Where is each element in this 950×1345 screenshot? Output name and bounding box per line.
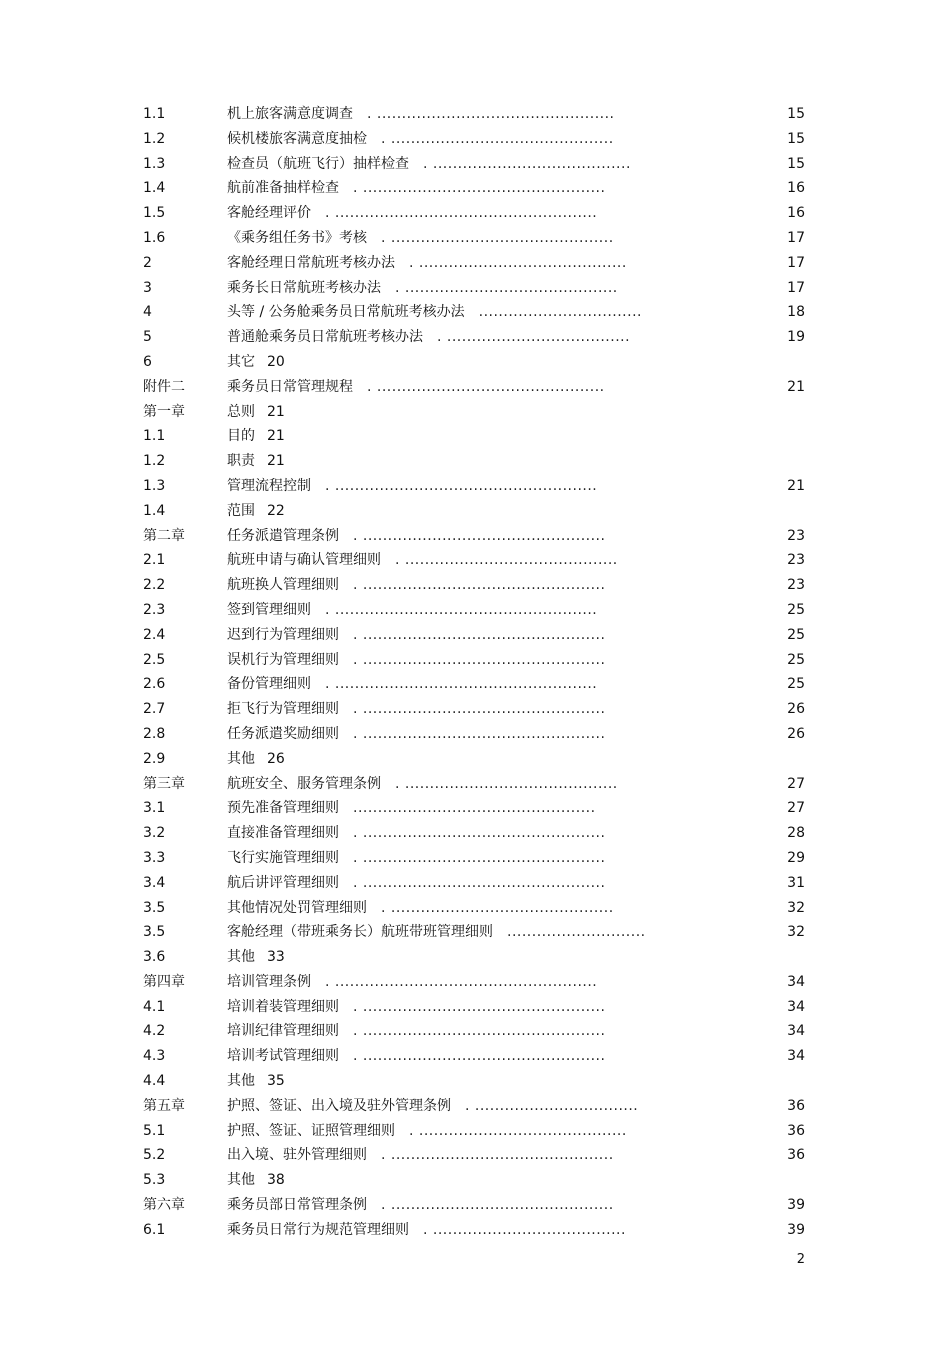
toc-leader-dots: . ..................................................... [325, 676, 598, 693]
toc-entry-title [227, 1218, 626, 1243]
toc-entry-number: 5.3 [143, 1172, 166, 1189]
toc-entry-title [227, 623, 605, 648]
toc-leader-dots: . ................................................. [353, 180, 606, 197]
toc-entry-title-text: 范围 [227, 502, 255, 519]
toc-leader-dots: . ................................................. [353, 725, 606, 742]
toc-entry[interactable] [0, 251, 950, 276]
toc-entry-title-text: 签到管理细则 [227, 601, 311, 618]
toc-entry-title [227, 995, 605, 1020]
toc-entry-page: 17 [787, 279, 805, 296]
toc-entry-title-text: 客舱经理日常航班考核办法 [227, 254, 395, 271]
toc-entry-page: 39 [787, 1221, 805, 1238]
toc-entry-title [227, 846, 605, 871]
toc-entry-title [227, 375, 605, 400]
toc-entry-number: 1.3 [143, 477, 166, 494]
toc-entry-title [227, 102, 615, 127]
toc-entry-number: 3.2 [143, 825, 166, 842]
toc-leader-dots: . ..................................................... [325, 477, 598, 494]
toc-entry[interactable] [0, 623, 950, 648]
toc-entry-page: 17 [787, 229, 805, 246]
toc-entry[interactable] [0, 896, 950, 921]
toc-entry-title [227, 1069, 285, 1094]
toc-entry-number: 第六章 [143, 1197, 185, 1214]
toc-entry-number: 2.7 [143, 701, 166, 718]
toc-entry-title [227, 598, 597, 623]
table-of-contents [0, 102, 950, 1243]
toc-entry[interactable] [0, 945, 950, 970]
toc-entry-title-text: 候机楼旅客满意度抽检 [227, 130, 367, 147]
toc-entry-page: 20 [267, 353, 285, 370]
toc-entry-page: 15 [787, 130, 805, 147]
toc-leader-dots: ............................ [507, 924, 646, 941]
toc-entry-number: 2.5 [143, 651, 166, 668]
toc-entry[interactable] [0, 995, 950, 1020]
toc-entry-title-text: 普通舱乘务员日常航班考核办法 [227, 329, 423, 346]
toc-entry-number: 3.4 [143, 874, 166, 891]
toc-entry-title-text: 培训着装管理细则 [227, 998, 339, 1015]
toc-entry[interactable] [0, 499, 950, 524]
toc-entry[interactable] [0, 1143, 950, 1168]
toc-entry-page: 23 [787, 527, 805, 544]
toc-entry[interactable] [0, 1069, 950, 1094]
toc-entry[interactable] [0, 350, 950, 375]
toc-entry-number: 1.1 [143, 428, 166, 445]
toc-leader-dots: . ................................................. [353, 626, 606, 643]
toc-leader-dots: . ................................................. [353, 527, 606, 544]
toc-entry-title [227, 300, 642, 325]
toc-entry[interactable] [0, 226, 950, 251]
toc-entry-title-text: 其他 [227, 1073, 255, 1090]
toc-entry[interactable] [0, 648, 950, 673]
toc-entry-title [227, 672, 597, 697]
toc-entry-title [227, 400, 285, 425]
toc-entry-title-text: 职责 [227, 453, 255, 470]
toc-entry-title [227, 697, 605, 722]
toc-entry[interactable] [0, 1218, 950, 1243]
toc-leader-dots: . ........................................... [395, 279, 618, 296]
toc-entry-title [227, 548, 618, 573]
toc-entry-title-text: 乘务长日常航班考核办法 [227, 279, 381, 296]
toc-entry-title [227, 424, 285, 449]
toc-entry-title-text: 直接准备管理细则 [227, 825, 339, 842]
toc-leader-dots: . ..................................................... [325, 601, 598, 618]
toc-leader-dots: . ................................................. [353, 998, 606, 1015]
toc-entry-page: 33 [267, 949, 285, 966]
toc-entry[interactable] [0, 747, 950, 772]
toc-entry-number: 1.1 [143, 106, 166, 122]
toc-entry-page: 25 [787, 651, 805, 668]
toc-entry[interactable] [0, 424, 950, 449]
toc-entry-title-text: 培训管理条例 [227, 973, 311, 990]
toc-entry[interactable] [0, 722, 950, 747]
toc-entry-page: 23 [787, 552, 805, 569]
toc-entry-title [227, 821, 605, 846]
toc-entry-title [227, 945, 285, 970]
toc-entry-number: 1.4 [143, 180, 166, 197]
toc-entry-title-text: 航后讲评管理细则 [227, 874, 339, 891]
toc-leader-dots: . ............................................. [381, 1147, 614, 1164]
toc-entry-title [227, 772, 618, 797]
toc-entry-page: 21 [267, 453, 285, 470]
toc-entry-title-text: 乘务员部日常管理条例 [227, 1197, 367, 1214]
toc-entry-title-text: 总则 [227, 403, 255, 420]
toc-entry[interactable] [0, 524, 950, 549]
toc-entry-title-text: 出入境、驻外管理细则 [227, 1147, 367, 1164]
toc-entry-page: 36 [787, 1122, 805, 1139]
toc-entry-page: 31 [787, 874, 805, 891]
toc-leader-dots: . ........................................ [423, 155, 631, 172]
toc-leader-dots: ................................................. [353, 800, 596, 817]
toc-entry-page: 32 [787, 899, 805, 916]
toc-entry-page: 21 [787, 378, 805, 395]
toc-entry-title-text: 备份管理细则 [227, 676, 311, 693]
toc-entry-title [227, 1119, 627, 1144]
toc-entry-title-text: 管理流程控制 [227, 477, 311, 494]
toc-entry-page: 25 [787, 626, 805, 643]
toc-entry-page: 38 [267, 1172, 285, 1189]
toc-entry[interactable] [0, 1044, 950, 1069]
toc-entry-number: 4.4 [143, 1073, 166, 1090]
toc-leader-dots: . ........................................... [395, 775, 618, 792]
toc-entry-number: 3.3 [143, 849, 166, 866]
toc-leader-dots: . ........................................... [395, 552, 618, 569]
toc-entry[interactable] [0, 871, 950, 896]
toc-entry[interactable] [0, 1019, 950, 1044]
toc-entry-number: 第一章 [143, 403, 185, 420]
toc-entry-number: 3.5 [143, 924, 166, 941]
toc-entry[interactable] [0, 152, 950, 177]
toc-entry-number: 附件二 [143, 378, 185, 395]
toc-entry-number: 第二章 [143, 527, 185, 544]
toc-entry[interactable] [0, 672, 950, 697]
toc-entry-title-text: 其他情况处罚管理细则 [227, 899, 367, 916]
toc-entry-number: 2.8 [143, 725, 166, 742]
toc-entry-page: 26 [267, 750, 285, 767]
toc-entry-page: 32 [787, 924, 805, 941]
toc-entry-number: 3.5 [143, 899, 166, 916]
toc-entry-number: 第三章 [143, 775, 185, 792]
toc-entry-title [227, 449, 285, 474]
toc-entry[interactable] [0, 201, 950, 226]
toc-entry[interactable] [0, 300, 950, 325]
toc-entry-title-text: 客舱经理（带班乘务长）航班带班管理细则 [227, 924, 493, 941]
toc-entry-number: 4 [143, 304, 152, 321]
toc-entry-title-text: 检查员（航班飞行）抽样检查 [227, 155, 409, 172]
toc-leader-dots: . ................................................. [353, 874, 606, 891]
toc-entry-number: 6.1 [143, 1221, 166, 1238]
toc-leader-dots: . .......................................... [409, 1122, 627, 1139]
toc-entry-page: 39 [787, 1197, 805, 1214]
toc-leader-dots: . ............................................. [381, 130, 614, 147]
toc-entry[interactable] [0, 102, 950, 127]
toc-entry-number: 2.2 [143, 577, 166, 594]
toc-entry-number: 1.4 [143, 502, 166, 519]
toc-entry-page: 21 [787, 477, 805, 494]
toc-entry-number: 2.1 [143, 552, 166, 569]
toc-entry-number: 2.6 [143, 676, 166, 693]
toc-entry-title [227, 970, 597, 995]
toc-entry-title-text: 其他 [227, 949, 255, 966]
toc-entry-page: 28 [787, 825, 805, 842]
toc-entry-title-text: 培训考试管理细则 [227, 1048, 339, 1065]
toc-entry-page: 35 [267, 1073, 285, 1090]
toc-entry-number: 1.3 [143, 155, 166, 172]
toc-entry[interactable] [0, 400, 950, 425]
toc-entry-title [227, 920, 646, 945]
toc-entry[interactable] [0, 1168, 950, 1193]
toc-entry-title-text: 护照、签证、证照管理细则 [227, 1122, 395, 1139]
toc-leader-dots: . ................................................. [353, 577, 606, 594]
toc-entry-page: 15 [787, 155, 805, 172]
toc-entry-number: 1.6 [143, 229, 166, 246]
toc-entry-number: 第四章 [143, 973, 185, 990]
toc-leader-dots: . ..................................................... [325, 973, 598, 990]
toc-entry-title [227, 325, 630, 350]
toc-entry-number: 2.4 [143, 626, 166, 643]
toc-leader-dots: . .......................................... [409, 254, 627, 271]
toc-entry-title-text: 乘务员日常行为规范管理细则 [227, 1221, 409, 1238]
toc-entry-number: 1.5 [143, 205, 166, 222]
toc-entry-number: 4.3 [143, 1048, 166, 1065]
toc-entry-page: 23 [787, 577, 805, 594]
toc-entry[interactable] [0, 176, 950, 201]
toc-entry-page: 25 [787, 601, 805, 618]
toc-entry-title-text: 预先准备管理细则 [227, 800, 339, 817]
toc-entry-page: 34 [787, 998, 805, 1015]
toc-entry-title [227, 499, 285, 524]
toc-entry-number: 1.2 [143, 453, 166, 470]
toc-entry[interactable] [0, 573, 950, 598]
toc-entry-page: 34 [787, 1048, 805, 1065]
toc-entry[interactable] [0, 548, 950, 573]
toc-entry[interactable] [0, 1119, 950, 1144]
toc-entry-title-text: 护照、签证、出入境及驻外管理条例 [227, 1097, 451, 1114]
toc-entry-number: 4.2 [143, 1023, 166, 1040]
toc-entry[interactable] [0, 920, 950, 945]
toc-entry-title-text: 航班申请与确认管理细则 [227, 552, 381, 569]
toc-entry-title-text: 任务派遣管理条例 [227, 527, 339, 544]
toc-entry-title-text: 其他 [227, 750, 255, 767]
toc-entry-title [227, 152, 631, 177]
toc-entry-number: 2 [143, 254, 152, 271]
toc-entry-title-text: 误机行为管理细则 [227, 651, 339, 668]
toc-entry-title-text: 迟到行为管理细则 [227, 626, 339, 643]
toc-entry-title-text: 拒飞行为管理细则 [227, 701, 339, 718]
toc-entry-title [227, 176, 605, 201]
toc-leader-dots: . ............................................. [381, 899, 614, 916]
toc-entry-page: 15 [787, 106, 805, 122]
toc-entry-title-text: 目的 [227, 428, 255, 445]
toc-entry[interactable] [0, 1193, 950, 1218]
toc-entry-page: 36 [787, 1097, 805, 1114]
toc-entry-title-text: 客舱经理评价 [227, 205, 311, 222]
toc-leader-dots: . ................................................. [353, 825, 606, 842]
toc-leader-dots: . ................................. [465, 1097, 639, 1114]
toc-entry-number: 第五章 [143, 1097, 185, 1114]
toc-entry[interactable] [0, 846, 950, 871]
toc-entry-number: 3 [143, 279, 152, 296]
toc-entry-number: 5 [143, 329, 152, 346]
toc-entry-page: 29 [787, 849, 805, 866]
toc-entry[interactable] [0, 821, 950, 846]
toc-entry-title [227, 747, 285, 772]
toc-entry-title [227, 226, 614, 251]
toc-entry-page: 21 [267, 403, 285, 420]
toc-entry-page: 27 [787, 775, 805, 792]
toc-entry-number: 3.6 [143, 949, 166, 966]
toc-entry-title [227, 722, 605, 747]
toc-entry-page: 34 [787, 1023, 805, 1040]
toc-entry-title-text: 航前准备抽样检查 [227, 180, 339, 197]
toc-entry-title [227, 350, 285, 375]
toc-entry-number: 4.1 [143, 998, 166, 1015]
toc-entry[interactable] [0, 474, 950, 499]
toc-entry-title-text: 飞行实施管理细则 [227, 849, 339, 866]
toc-leader-dots: ................................. [478, 304, 642, 321]
toc-leader-dots: . .............................................. [367, 378, 605, 395]
toc-entry-title [227, 251, 627, 276]
toc-entry-title-text: 培训纪律管理细则 [227, 1023, 339, 1040]
toc-leader-dots: . ..................................................... [325, 205, 598, 222]
toc-leader-dots: . ................................................. [353, 849, 606, 866]
page-number: 2 [796, 1252, 805, 1267]
toc-entry-number: 3.1 [143, 800, 166, 817]
toc-entry-page: 22 [267, 502, 285, 519]
toc-leader-dots: . ................................................. [353, 1023, 606, 1040]
toc-entry[interactable] [0, 1094, 950, 1119]
toc-entry[interactable] [0, 697, 950, 722]
toc-entry-title-text: 《乘务组任务书》考核 [227, 229, 367, 246]
toc-entry-page: 21 [267, 428, 285, 445]
toc-entry-page: 36 [787, 1147, 805, 1164]
toc-entry-page: 17 [787, 254, 805, 271]
toc-entry-number: 1.2 [143, 130, 166, 147]
toc-leader-dots: . ............................................. [381, 229, 614, 246]
toc-entry-title-text: 机上旅客满意度调查 [227, 106, 353, 122]
toc-entry-page: 16 [787, 205, 805, 222]
toc-entry-title [227, 796, 596, 821]
toc-entry[interactable] [0, 127, 950, 152]
toc-entry-title [227, 1193, 614, 1218]
toc-leader-dots: . ................................................. [353, 1048, 606, 1065]
toc-entry[interactable] [0, 796, 950, 821]
toc-leader-dots: . ............................................. [381, 1197, 614, 1214]
toc-entry-title-text: 头等 / 公务舱乘务员日常航班考核办法 [227, 304, 465, 321]
toc-entry-page: 19 [787, 329, 805, 346]
toc-entry-title-text: 任务派遣奖励细则 [227, 725, 339, 742]
toc-leader-dots: . ................................................. [353, 651, 606, 668]
toc-entry-title-text: 乘务员日常管理规程 [227, 378, 353, 395]
toc-entry-title [227, 871, 605, 896]
toc-entry-title-text: 航班安全、服务管理条例 [227, 775, 381, 792]
toc-entry-page: 18 [787, 304, 805, 321]
toc-entry-number: 6 [143, 353, 152, 370]
toc-entry-title [227, 276, 618, 301]
toc-entry-title [227, 201, 597, 226]
toc-entry-title [227, 127, 614, 152]
toc-entry-title [227, 1019, 605, 1044]
toc-entry[interactable] [0, 276, 950, 301]
toc-entry[interactable] [0, 598, 950, 623]
toc-entry-title [227, 524, 605, 549]
toc-entry[interactable] [0, 375, 950, 400]
toc-entry-number: 5.2 [143, 1147, 166, 1164]
toc-entry-number: 2.3 [143, 601, 166, 618]
toc-entry-title-text: 其他 [227, 1172, 255, 1189]
toc-entry-number: 2.9 [143, 750, 166, 767]
toc-entry-title-text: 航班换人管理细则 [227, 577, 339, 594]
toc-entry[interactable] [0, 449, 950, 474]
toc-entry-title-text: 其它 [227, 353, 255, 370]
toc-entry-title [227, 1094, 638, 1119]
toc-entry-page: 26 [787, 701, 805, 718]
toc-entry-page: 27 [787, 800, 805, 817]
toc-entry-title [227, 648, 605, 673]
toc-entry-number: 5.1 [143, 1122, 166, 1139]
toc-entry[interactable] [0, 772, 950, 797]
toc-entry-title [227, 474, 597, 499]
toc-leader-dots: . ..................................... [437, 329, 631, 346]
toc-entry-title [227, 573, 605, 598]
toc-entry-page: 16 [787, 180, 805, 197]
toc-entry-title [227, 896, 614, 921]
toc-entry-page: 25 [787, 676, 805, 693]
toc-leader-dots: . ....................................... [423, 1221, 626, 1238]
toc-entry-page: 26 [787, 725, 805, 742]
toc-entry[interactable] [0, 970, 950, 995]
toc-entry[interactable] [0, 325, 950, 350]
toc-entry-title [227, 1143, 614, 1168]
toc-entry-title [227, 1168, 285, 1193]
toc-entry-title [227, 1044, 605, 1069]
toc-entry-page: 34 [787, 973, 805, 990]
toc-leader-dots: . ................................................ [367, 106, 615, 122]
toc-leader-dots: . ................................................. [353, 701, 606, 718]
